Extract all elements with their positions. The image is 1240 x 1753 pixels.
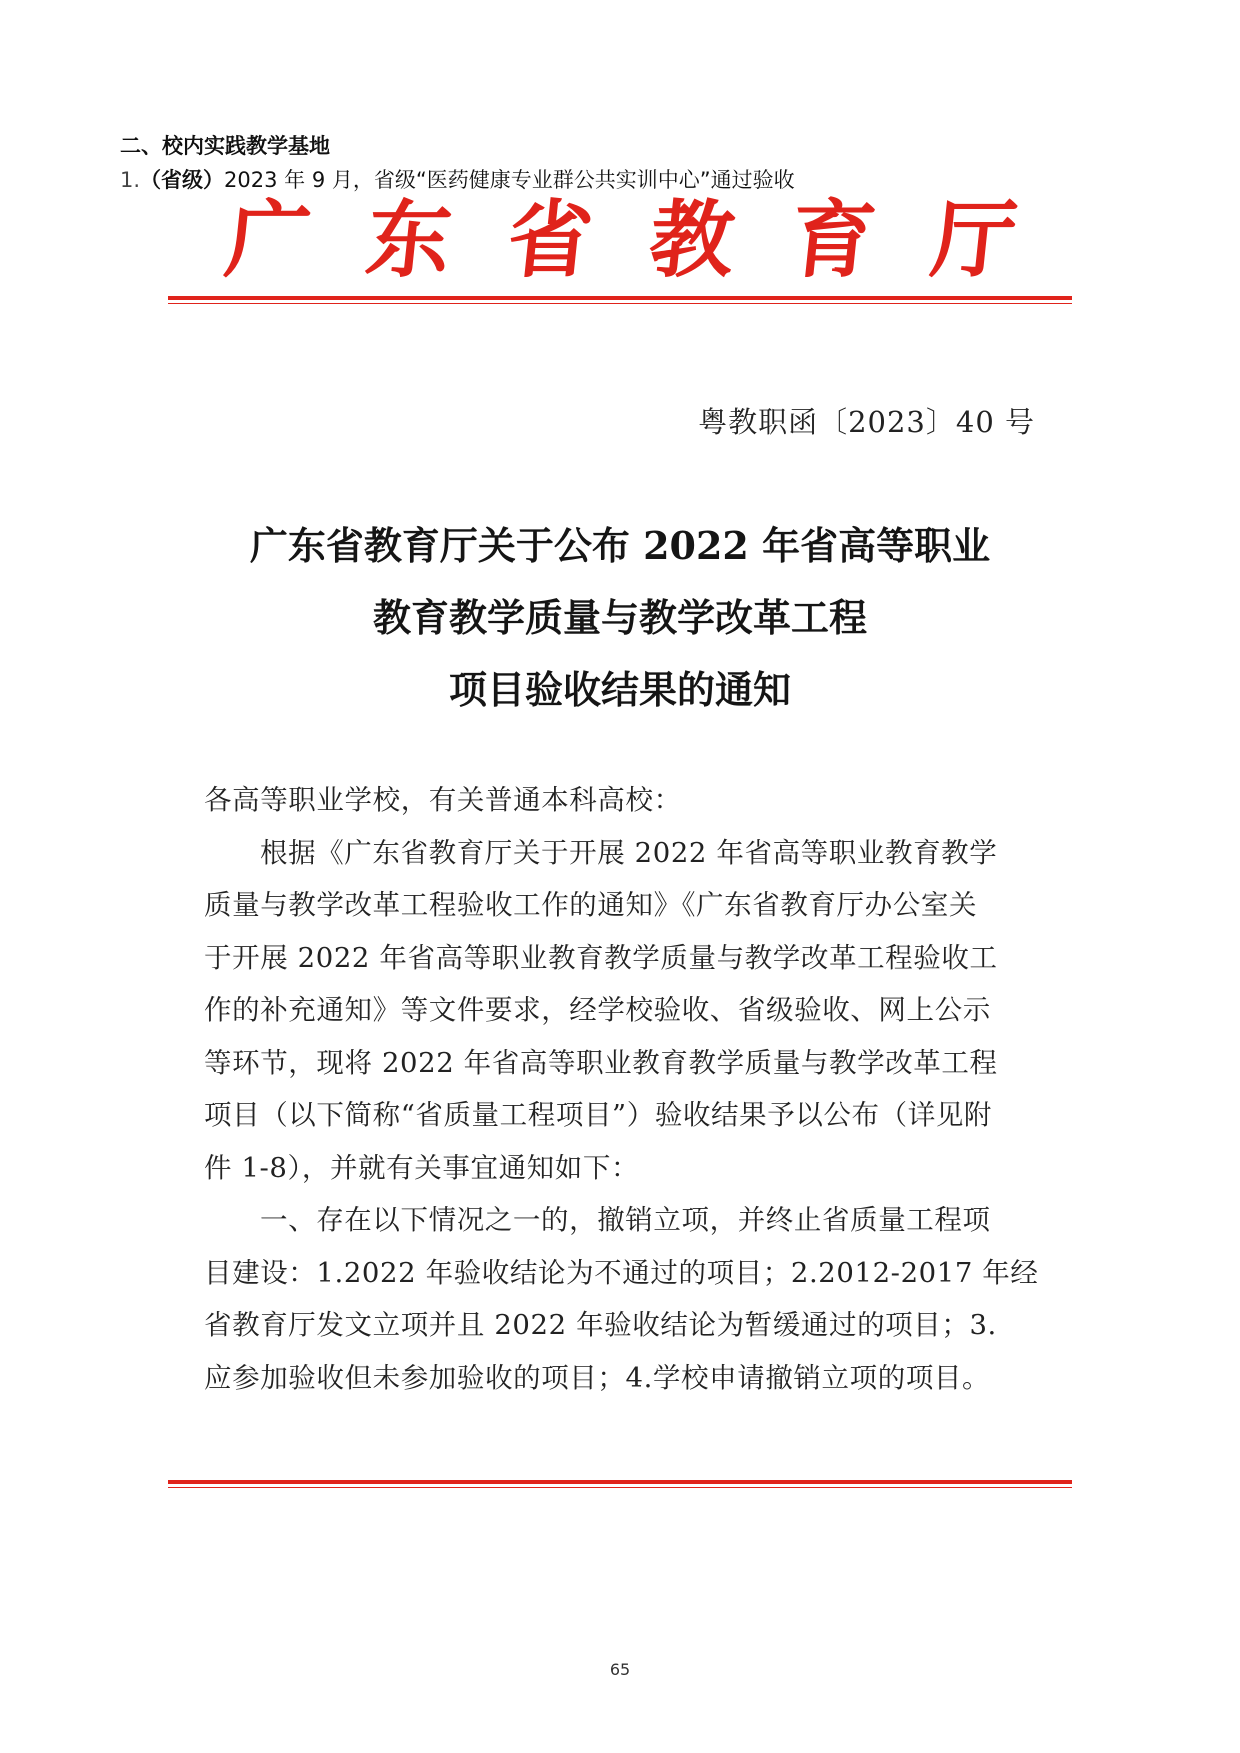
body-line: 根据《广东省教育厅关于开展 2022 年省高等职业教育教学 (260, 836, 998, 869)
body-line: 作的补充通知》等文件要求，经学校验收、省级验收、网上公示 (204, 994, 991, 1026)
header-divider (168, 296, 1072, 300)
title-line: 项目验收结果的通知 (448, 667, 791, 712)
page-number: 65 (609, 1660, 631, 1679)
section-heading: 二、校内实践教学基地 (120, 134, 330, 158)
letterhead-char: 教 (644, 190, 739, 289)
body-line: 于开展 2022 年省高等职业教育教学质量与教学改革工程验收工 (204, 941, 998, 974)
body-line: 项目（以下简称“省质量工程项目”）验收结果予以公布（详见附 (204, 1099, 993, 1131)
item-text: 2023 年 9 月，省级“医药健康专业群公共实训中心”通过验收 (224, 168, 795, 192)
body-line: 质量与教学改革工程验收工作的通知》《广东省教育厅办公室关 (204, 889, 978, 921)
salutation: 各高等职业学校，有关普通本科高校： (204, 784, 682, 816)
letterhead-char: 省 (503, 190, 598, 289)
body-line: 等环节，现将 2022 年省高等职业教育教学质量与教学改革工程 (204, 1046, 998, 1079)
body-line: 目建设：1.2022 年验收结论为不通过的项目；2.2012-2017 年经 (204, 1256, 1039, 1289)
document-number: 粤教职函〔2023〕40 号 (698, 405, 1035, 439)
document-body (204, 774, 1039, 1404)
body-line: 件 1-8），并就有关事宜通知如下： (204, 1151, 640, 1184)
letterhead-char: 厅 (926, 190, 1022, 289)
document-title (160, 510, 1080, 726)
item-number: 1. (120, 168, 141, 192)
letterhead (220, 190, 1022, 289)
title-line: 广东省教育厅关于公布 2022 年省高等职业 (249, 523, 991, 568)
body-line: 一、存在以下情况之一的，撤销立项，并终止省质量工程项 (260, 1204, 991, 1236)
body-line: 省教育厅发文立项并且 2022 年验收结论为暂缓通过的项目；3. (204, 1309, 997, 1341)
footer-divider (168, 1480, 1072, 1484)
body-line: 应参加验收但未参加验收的项目；4.学校申请撤销立项的项目。 (204, 1361, 991, 1394)
letterhead-char: 东 (362, 190, 457, 289)
letterhead-char: 广 (220, 190, 316, 289)
letterhead-char: 育 (785, 190, 881, 289)
title-line: 教育教学质量与教学改革工程 (372, 595, 867, 640)
item-level: （省级） (140, 168, 225, 192)
